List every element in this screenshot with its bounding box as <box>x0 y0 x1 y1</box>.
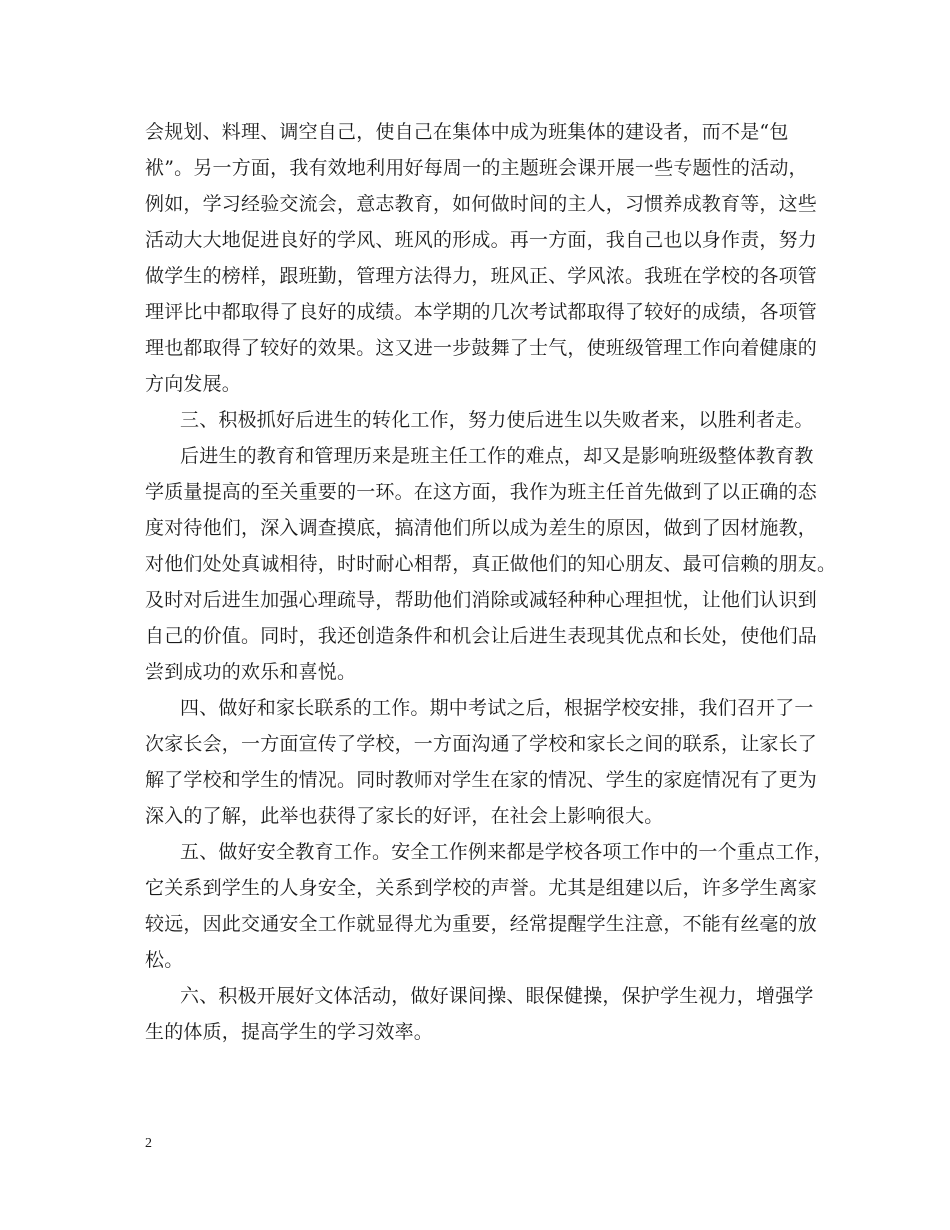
text-line: 理也都取得了较好的效果。这又进一步鼓舞了士气，使班级管理工作向着健康的 <box>145 337 818 359</box>
text-line: 次家长会，一方面宣传了学校，一方面沟通了学校和家长之间的联系，让家长了 <box>145 733 818 755</box>
text-line: 活动大大地促进良好的学风、班风的形成。再一方面，我自己也以身作责，努力 <box>145 229 818 251</box>
page-number: 2 <box>145 1136 152 1151</box>
text-line: 对他们处处真诚相待，时时耐心相帮，真正做他们的知心朋友、最可信赖的朋友。 <box>145 553 837 575</box>
text-line: 解了学校和学生的情况。同时教师对学生在家的情况、学生的家庭情况有了更为 <box>145 769 818 791</box>
text-line: 及时对后进生加强心理疏导，帮助他们消除或减轻种种心理担忧，让他们认识到 <box>145 589 818 611</box>
text-line: 学质量提高的至关重要的一环。在这方面，我作为班主任首先做到了以正确的态 <box>145 481 818 503</box>
text-line: 尝到成功的欢乐和喜悦。 <box>145 661 357 683</box>
text-line: 它关系到学生的人身安全，关系到学校的声誉。尤其是组建以后，许多学生离家 <box>145 877 818 899</box>
section-heading: 六、积极开展好文体活动，做好课间操、眼保健操，保护学生视力，增强学 <box>180 985 814 1007</box>
text-line: 后进生的教育和管理历来是班主任工作的难点，却又是影响班级整体教育教 <box>180 445 814 467</box>
text-line: 会规划、料理、调空自己，使自己在集体中成为班集体的建设者，而不是“包 <box>145 121 789 143</box>
section-heading: 四、做好和家长联系的工作。期中考试之后，根据学校安排，我们召开了一 <box>180 697 814 719</box>
text-line: 做学生的榜样，跟班勤，管理方法得力，班风正、学风浓。我班在学校的各项管 <box>145 265 818 287</box>
text-line: 松。 <box>145 949 184 971</box>
text-line: 深入的了解，此举也获得了家长的好评，在社会上影响很大。 <box>145 805 664 827</box>
text-line: 例如，学习经验交流会，意志教育，如何做时间的主人，习惯养成教育等，这些 <box>145 193 818 215</box>
text-line: 方向发展。 <box>145 373 242 395</box>
text-line: 较远，因此交通安全工作就显得尤为重要，经常提醒学生注意，不能有丝毫的放 <box>145 913 818 935</box>
text-line: 袱”。另一方面，我有效地利用好每周一的主题班会课开展一些专题性的活动， <box>145 157 808 179</box>
text-line: 度对待他们，深入调查摸底，搞清他们所以成为差生的原因，做到了因材施教， <box>145 517 818 539</box>
text-line: 自己的价值。同时，我还创造条件和机会让后进生表现其优点和长处，使他们品 <box>145 625 818 647</box>
text-line: 生的体质，提高学生的学习效率。 <box>145 1021 434 1043</box>
section-heading: 五、做好安全教育工作。安全工作例来都是学校各项工作中的一个重点工作， <box>180 841 833 863</box>
text-line: 理评比中都取得了良好的成绩。本学期的几次考试都取得了较好的成绩，各项管 <box>145 301 818 323</box>
section-heading: 三、积极抓好后进生的转化工作，努力使后进生以失败者来，以胜利者走。 <box>180 409 814 431</box>
